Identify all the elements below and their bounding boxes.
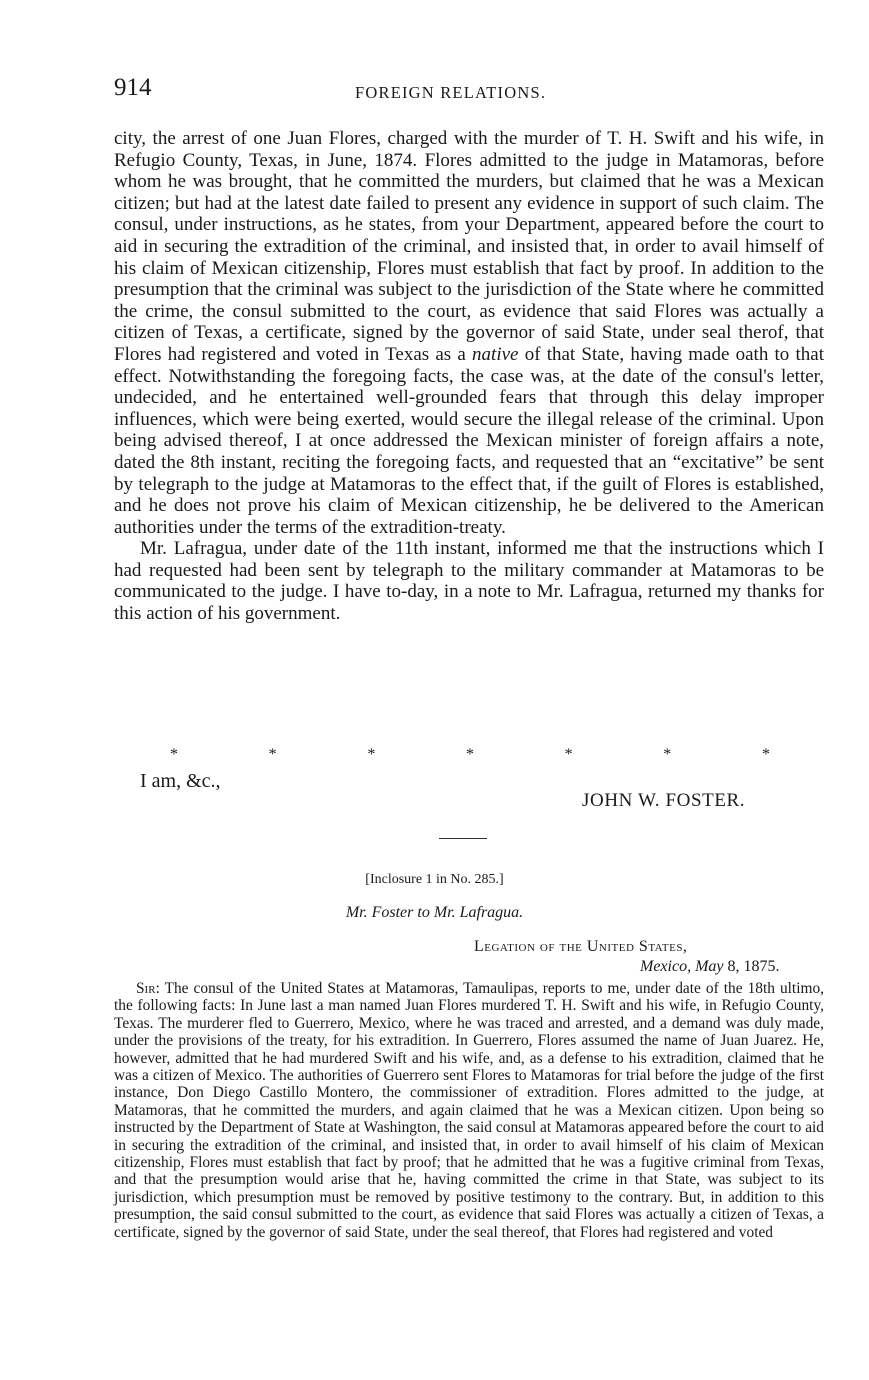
- closing-line: I am, &c.,: [140, 770, 221, 792]
- dateline-place: Mexico, May: [640, 958, 724, 975]
- ellipsis-stars: [170, 746, 770, 764]
- running-head: FOREIGN RELATIONS.: [355, 83, 547, 102]
- legation-heading: Legation of the United States,: [474, 938, 688, 955]
- star: *: [268, 746, 277, 763]
- section-divider: [439, 838, 487, 839]
- inclosure-note: [Inclosure 1 in No. 285.]: [365, 872, 504, 887]
- star: *: [170, 746, 178, 763]
- paragraph-1: [114, 128, 824, 538]
- star: *: [761, 746, 770, 763]
- page-number: 914: [114, 74, 152, 101]
- paragraph-1-italic: native: [472, 343, 519, 365]
- star: *: [465, 746, 474, 763]
- paragraph-1-text-b: of that State, having made oath to that effect. Notwithstanding the foregoing facts, the case was, at the date of the consul's letter, undecided, and he entertained well-grounded fears that through this delay improper influences, which were being exerted, would secure the illegal release of the criminal. Upon being advised thereof, I at once addressed the Mexican minister of foreign affairs a note, dated the 8th instant, reciting the foregoing facts, and requested that an “excitative” be sent by telegraph to the judge at Matamoras to the effect that, if the guilt of Flores is established, and he does not prove his claim of Mexican citizenship, he be delivered to the American authorities under the terms of the extradition-treaty.: [114, 343, 825, 538]
- star: *: [564, 746, 573, 763]
- main-text: [114, 128, 824, 625]
- star: *: [367, 746, 376, 763]
- letter-text: : The consul of the United States at Matamoras, Tamaulipas, reports to me, under date of the 18th ultimo, the following facts: In June last a man named Juan Flores murdered T. H. Swift and his wife, in Refugio County, Texas. The murderer fled to Guerrero, Mexico, where he was traced and arrested, and a demand was duly made, under the provisions of the treaty, for his extradition. In Guerrero, Flores assumed the name of Juan Juarez. He, however, admitted that he had murdered Swift and his wife, and, as a defense to his extradition, claimed that he was a citizen of Mexico. The authorities of Guerrero sent Flores to Matamoras for trial before the judge of the first instance, Don Diego Castillo Montero, the commissioner of extradition. Flores admitted to the judge, at Matamoras, that he committed the murders, and again claimed that he was a Mexican citizen. Upon being so instructed by the Department of State at Washington, the said consul at Matamoras appeared before the court to aid in securing the extradition of the criminal, and insisted that, in order to avail himself of his claim of Mexican citizenship, Flores must establish that fact by proof; that he admitted that he was a fugitive criminal from Texas, and that the presumption would arise that he, having committed the crime in that State, was subject to its jurisdiction, which presumption must be removed by positive testimony to the contrary. But, in addition to this presumption, the said consul submitted to the court, as evidence that said Flores was actually a citizen of Texas, a certificate, signed by the governor of said State, under the seal thereof, that Flores had registered and voted: [114, 980, 824, 1241]
- signature: JOHN W. FOSTER.: [582, 790, 746, 811]
- star: *: [663, 746, 672, 763]
- letter-title: Mr. Foster to Mr. Lafragua.: [345, 904, 524, 921]
- dateline: [640, 958, 780, 976]
- paragraph-1-text-a: city, the arrest of one Juan Flores, charged with the murder of T. H. Swift and his wife, in Refugio County, Texas, in June, 1874. Flores admitted to the judge in Matamoras, before whom he was brought, that he committed the murders, but claimed that he was a Mexican citizen; but had at the latest date failed to present any evidence in support of such claim. The consul, under instructions, as he states, from your Department, appeared before the court to aid in securing the extradition of the criminal, and insisted that, in order to avail himself of his claim of Mexican citizenship, Flores must establish that fact by proof. In addition to the presumption that the criminal was subject to the jurisdiction of the State where he committed the crime, the consul submitted to the court, as evidence that said Flores was actually a citizen of Texas, a certificate, signed by the governor of said State, under seal therof, that Flores had registered and voted in Texas as a: [114, 128, 824, 365]
- dateline-day: 8, 1875.: [727, 958, 780, 975]
- letter-body: [114, 980, 824, 1241]
- page-header: [114, 74, 824, 108]
- paragraph-2: Mr. Lafragua, under date of the 11th instant, informed me that the instructions which I had requested had been sent by telegraph to the military commander at Matamoras to be communicated to the judge. I have to-day, in a note to Mr. Lafragua, returned my thanks for this action of his government.: [114, 538, 824, 625]
- letter-salutation: Sir: [136, 980, 156, 997]
